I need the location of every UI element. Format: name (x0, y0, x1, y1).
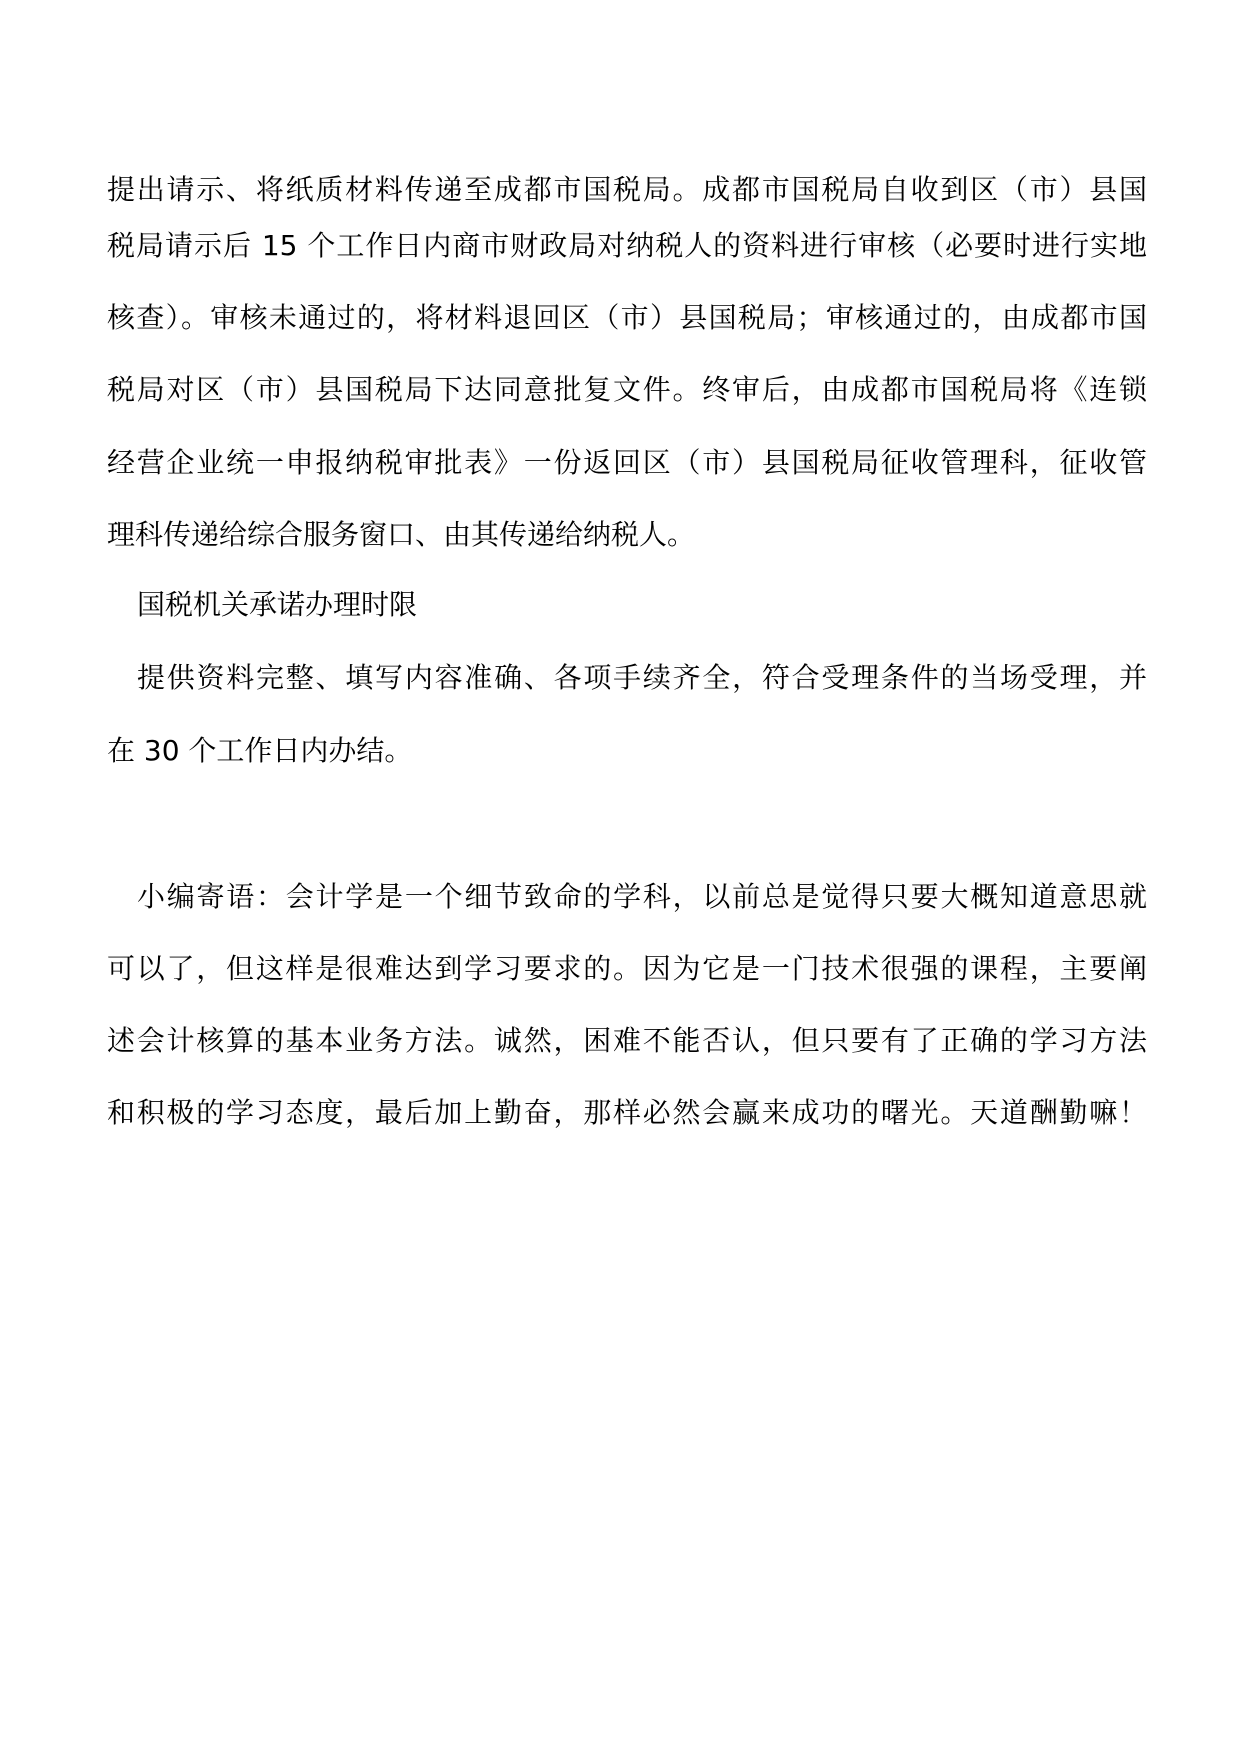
paragraph-1-line-6: 理科传递给综合服务窗口、由其传递给纳税人。 (107, 518, 696, 551)
section-heading: 国税机关承诺办理时限 (137, 588, 418, 621)
paragraph-1-line-4: 税局对区（市）县国税局下达同意批复文件。终审后，由成都市国税局将《连锁 (107, 373, 1147, 406)
paragraph-1-line-5: 经营企业统一申报纳税审批表》一份返回区（市）县国税局征收管理科，征收管 (107, 446, 1147, 479)
paragraph-3-line-1: 提供资料完整、填写内容准确、各项手续齐全，符合受理条件的当场受理，并 (137, 661, 1147, 694)
paragraph-3-line-2: 在 30 个工作日内办结。 (107, 734, 413, 767)
paragraph-1-line-2: 税局请示后 15 个工作日内商市财政局对纳税人的资料进行审核（必要时进行实地 (107, 229, 1147, 262)
paragraph-1-line-1: 提出请示、将纸质材料传递至成都市国税局。成都市国税局自收到区（市）县国 (107, 173, 1147, 206)
paragraph-4-line-3: 述会计核算的基本业务方法。诚然，困难不能否认，但只要有了正确的学习方法 (107, 1024, 1147, 1057)
paragraph-4-line-2: 可以了，但这样是很难达到学习要求的。因为它是一门技术很强的课程，主要阐 (107, 952, 1147, 985)
paragraph-4-line-4: 和积极的学习态度，最后加上勤奋，那样必然会赢来成功的曙光。天道酬勤嘛！ (107, 1096, 1147, 1129)
paragraph-1-line-3: 核查）。审核未通过的，将材料退回区（市）县国税局；审核通过的，由成都市国 (107, 301, 1147, 334)
paragraph-4-line-1: 小编寄语：会计学是一个细节致命的学科，以前总是觉得只要大概知道意思就 (137, 880, 1147, 913)
